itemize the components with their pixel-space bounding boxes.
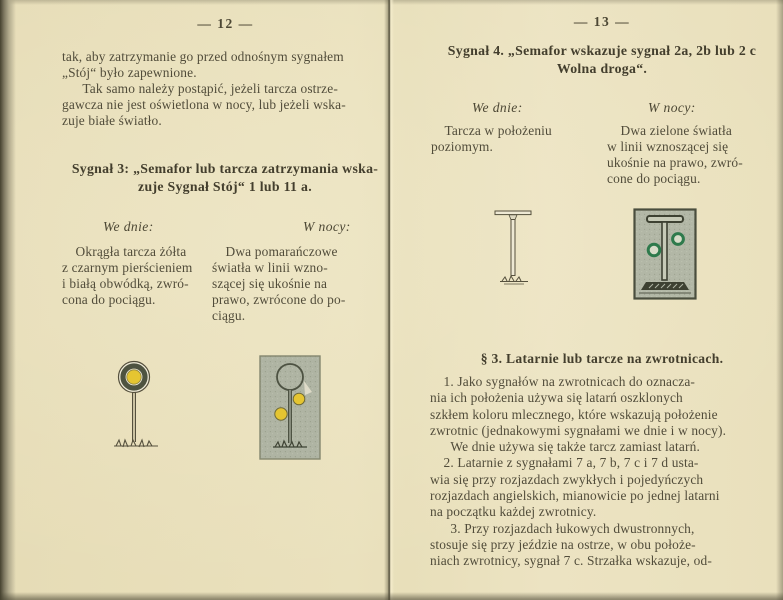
disc-signal-icon <box>104 356 166 452</box>
night-panel-orange-icon <box>259 355 321 461</box>
right-day-column-text: Tarcza w położeniu poziomym. <box>431 123 552 154</box>
night-orange-lights-figure <box>259 355 321 461</box>
left-day-column-text: Okrągła tarcza żółta z czarnym pierścieniem i białą obwódką, zwró- cona do pociągu. <box>62 244 193 307</box>
scan-edge-bottom <box>0 592 783 600</box>
scan-edge-right <box>776 0 783 600</box>
left-night-column-label: W nocy: <box>303 219 351 234</box>
right-night-column-label: W nocy: <box>648 100 696 115</box>
right-night-column-text: Dwa zielone światła w linii wznoszącej się ukośnie na prawo, zwró- cone do pociągu. <box>607 123 743 186</box>
intro-paragraph: tak, aby zatrzymanie go przed odnośnym sygnałem „Stój“ było zapewnione. Tak samo należy postąpić, jeżeli tarcza ostrze- gawcza nie jest oświetlona w nocy, lub jeżeli wska- zuje białe światło. <box>62 49 346 128</box>
grass-base <box>500 276 528 284</box>
signal-3-heading: Sygnał 3: „Semafor lub tarcza zatrzymania wska- zuje Sygnał Stój“ 1 lub 11 a. <box>71 161 379 194</box>
signal-4-heading: Sygnał 4. „Semafor wskazuje sygnał 2a, 2b lub 2 c Wolna droga“. <box>447 43 757 76</box>
day-disc-signal-figure <box>104 356 166 452</box>
left-day-column-label: We dnie: <box>103 219 154 234</box>
scan-edge-left <box>0 0 16 600</box>
signal-base <box>641 282 689 290</box>
night-green-lights-figure <box>633 208 697 300</box>
section-3-heading: § 3. Latarnie lub tarcze na zwrotnicach. <box>480 351 724 366</box>
night-panel-green-icon <box>633 208 697 300</box>
horizontal-disc-icon <box>492 205 534 289</box>
page-number-left: — 12 — <box>197 16 254 31</box>
right-day-column-label: We dnie: <box>472 100 523 115</box>
day-horizontal-disc-figure <box>492 205 534 289</box>
left-night-column-text: Dwa pomarańczowe światła w linii wzno- szącej się ukośnie na prawo, zwrócone do po- ciągu. <box>212 244 346 323</box>
page-number-right: — 13 — <box>573 14 631 29</box>
section-3-body: 1. Jako sygnałów na zwrotnicach do oznacza- nia ich położenia używa się latarń oszklonych szkłem koloru mlecznego, które wskazują położenie zwrotnic (jednakowymi sygnałami we dnie i w nocy). We dnie używa się także tarcz zamiast latarń. 2. Latarnie z sygnałami 7 a, 7 b, 7 c i 7 d usta- wia się przy rozjazdach zwykłych i pojedyńczych rozjazdach angielskich, mianowicie po jednej latarni na początku każdej zwrotnicy. 3. Przy rozjazdach łukowych dwustronnych, stosuje się przy jeździe na ostrze, w obu położe- niach zwrotnicy, sygnał 7 c. Strzałka wskazuje, od- <box>430 374 727 569</box>
book-gutter <box>384 0 394 600</box>
